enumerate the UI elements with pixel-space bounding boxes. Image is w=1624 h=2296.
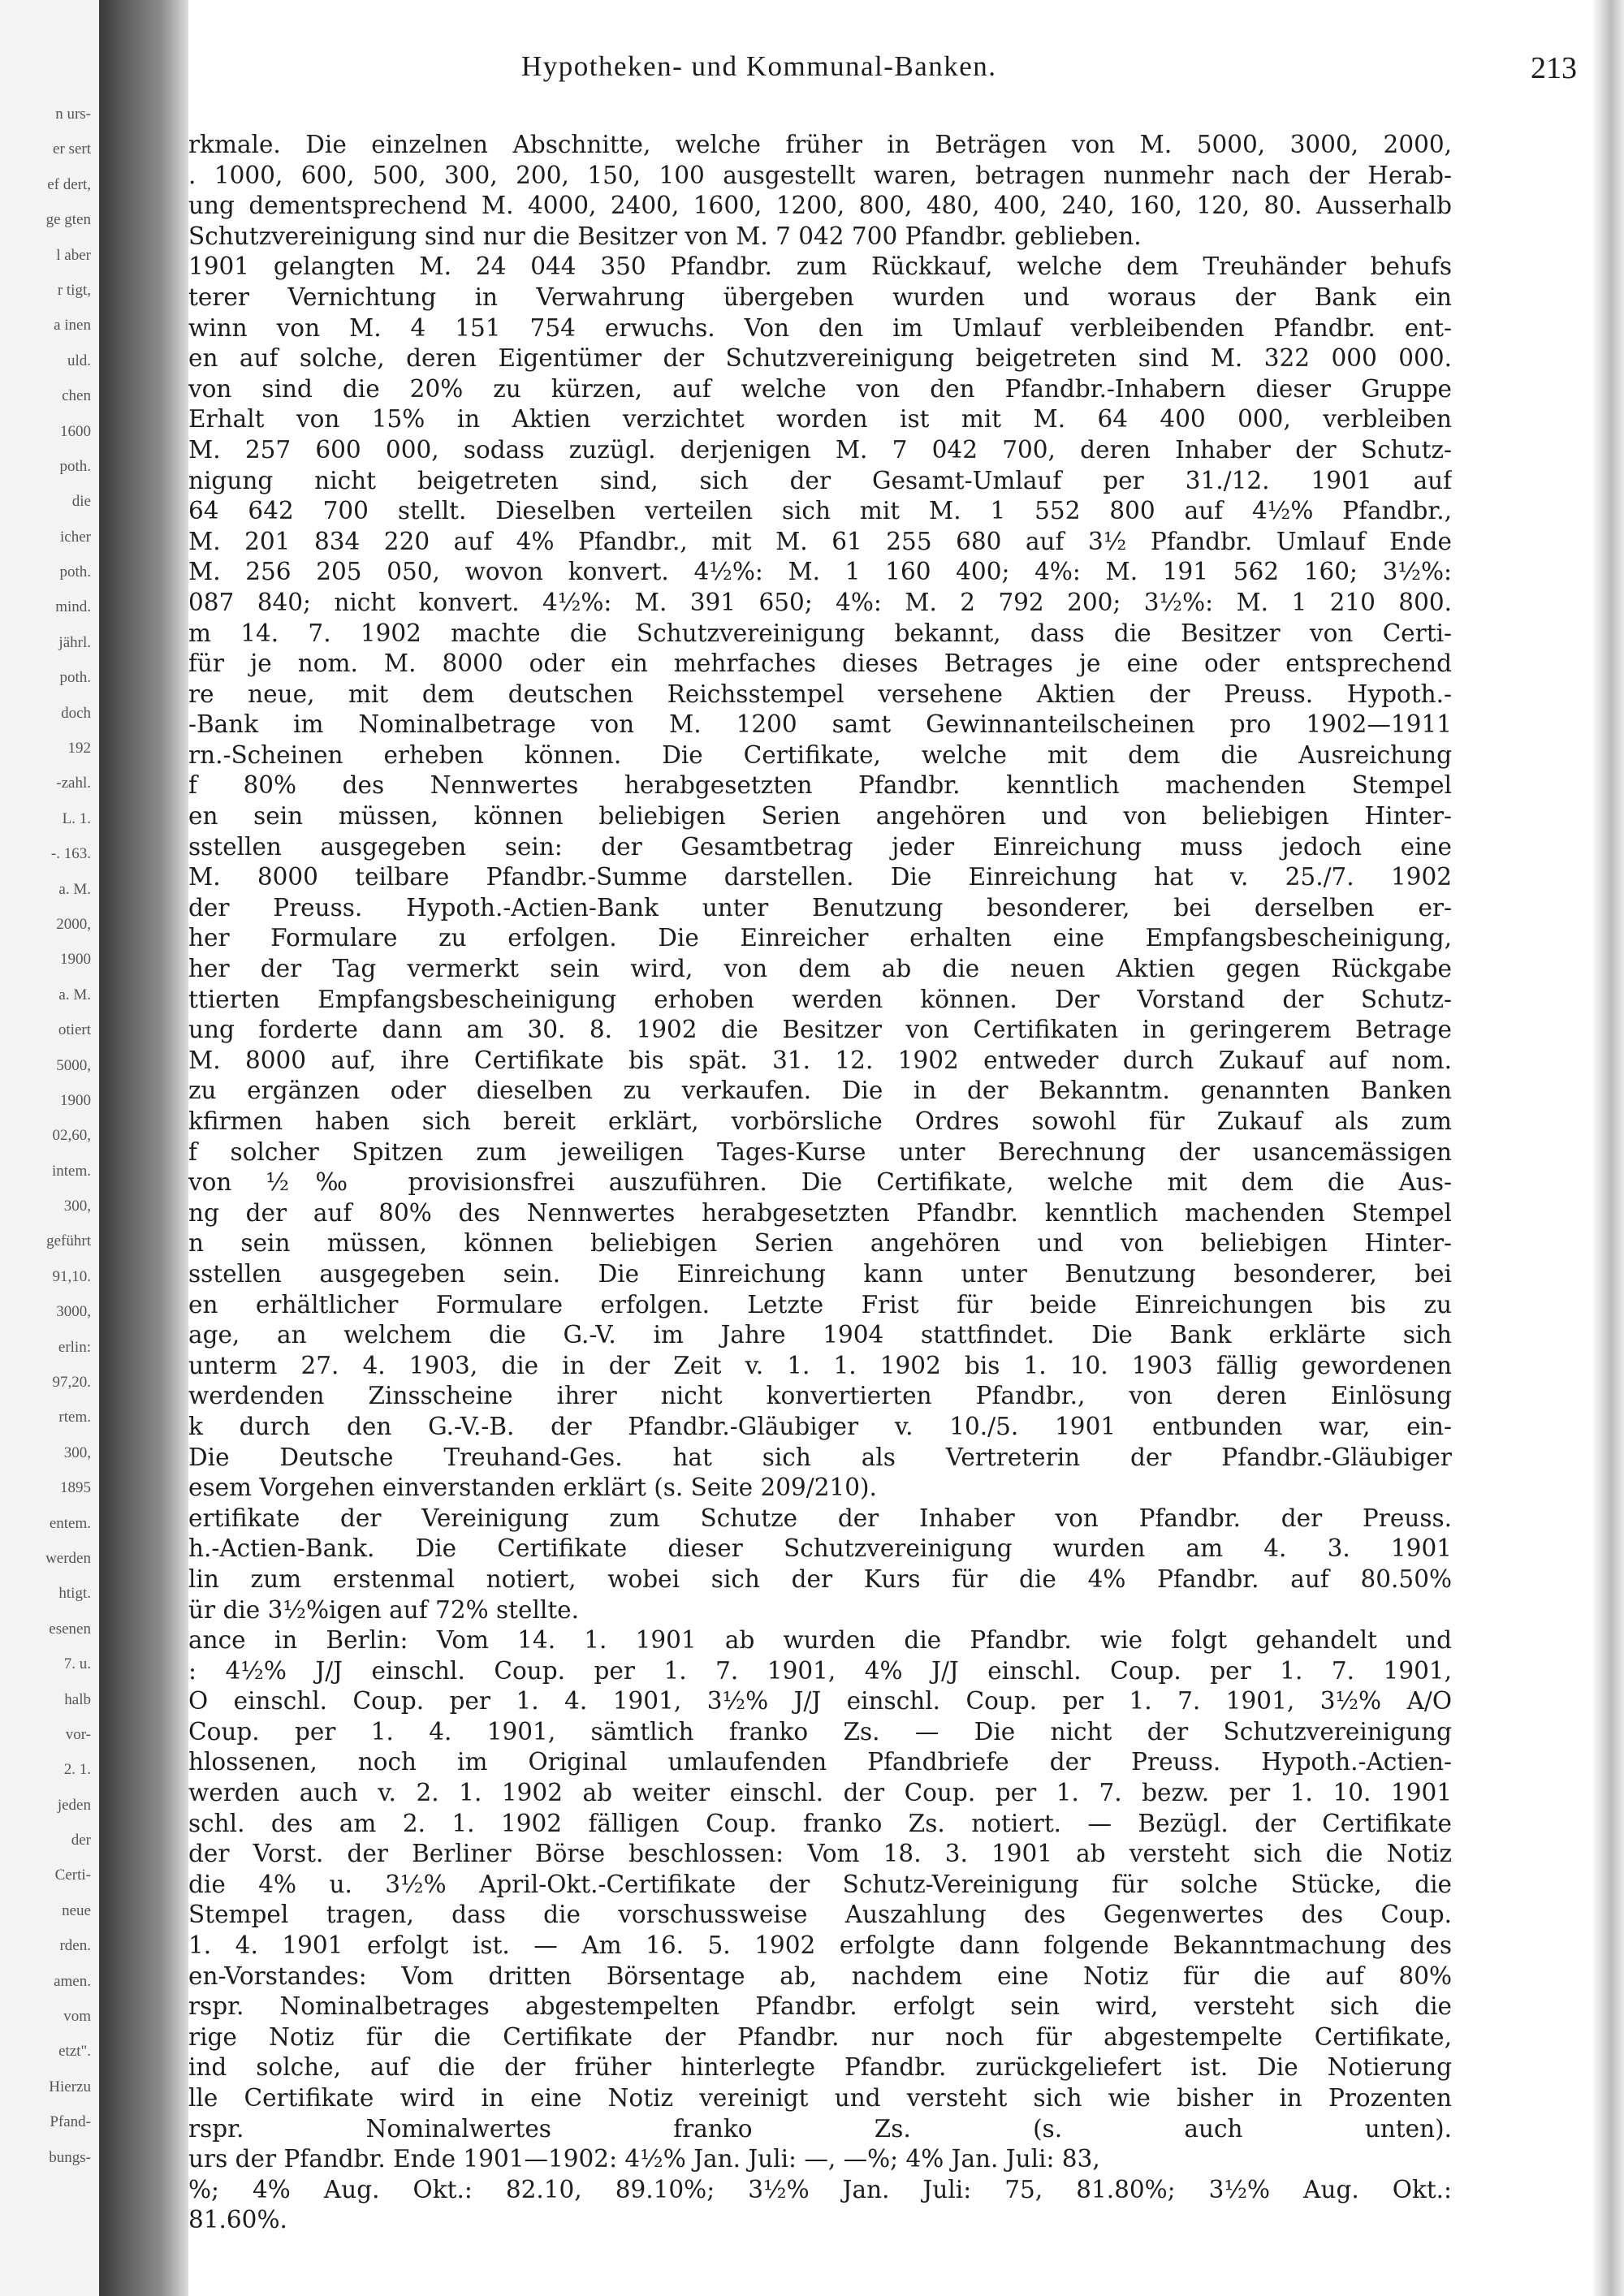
text-line: unterm 27. 4. 1903, die in der Zeit v. 1. 1. 1902 bis 1. 10. 1903 fällig gewordenen xyxy=(188,1351,1452,1379)
text-line: sstellen ausgegeben sein. Die Einreichung kann unter Benutzung besonderer, bei xyxy=(188,1259,1452,1288)
text-line: hlossenen, noch im Original umlaufenden Pfandbriefe der Preuss. Hypoth.-Actien- xyxy=(188,1748,1452,1776)
text-line: en-Vorstandes: Vom dritten Börsentage ab, nachdem eine Notiz für die auf 80% xyxy=(188,1962,1452,1990)
adjacent-page-fragment: chen xyxy=(62,387,91,405)
adjacent-page-fragment: mind. xyxy=(55,598,91,616)
adjacent-page-fragment: l aber xyxy=(56,246,91,264)
text-line: age, an welchem die G.-V. im Jahre 1904 stattfindet. Die Bank erklärte sich xyxy=(188,1321,1452,1349)
text-line: M. 256 205 050, wovon konvert. 4½%: M. 1 160 400; 4%: M. 191 562 160; 3½%: xyxy=(188,558,1452,586)
text-line: urs der Pfandbr. Ende 1901—1902: 4½% Jan. Juli: —, —%; 4% Jan. Juli: 83, xyxy=(188,2145,1100,2173)
book-page xyxy=(188,0,1592,2296)
text-line: ance in Berlin: Vom 14. 1. 1901 ab wurden die Pfandbr. wie folgt gehandelt und xyxy=(188,1626,1452,1655)
page-number: 213 xyxy=(1531,51,1577,85)
text-line: winn von M. 4 151 754 erwuchs. Von den im Umlauf verbleibenden Pfandbr. ent- xyxy=(188,313,1452,342)
text-line: zu ergänzen oder dieselben zu verkaufen. Die in der Bekanntm. genannten Banken xyxy=(188,1077,1452,1105)
text-line: der Vorst. der Berliner Börse beschlossen: Vom 18. 3. 1901 ab versteht sich die Notiz xyxy=(188,1840,1452,1868)
adjacent-page-fragment: otiert xyxy=(58,1021,91,1039)
text-line: ür die 3½%igen auf 72% stellte. xyxy=(188,1595,580,1624)
text-line: rn.-Scheinen erheben können. Die Certifikate, welche mit dem die Ausreichung xyxy=(188,740,1452,769)
adjacent-page-fragment: bungs- xyxy=(49,2148,91,2166)
adjacent-page-fragment: 1900 xyxy=(60,951,91,969)
text-line: terer Vernichtung in Verwahrung übergeben wurden und woraus der Bank ein xyxy=(188,283,1452,311)
text-line: M. 201 834 220 auf 4% Pfandbr., mit M. 61 255 680 auf 3½ Pfandbr. Umlauf Ende xyxy=(188,527,1452,555)
adjacent-page-fragment: -. 163. xyxy=(50,845,91,863)
adjacent-page-fragment: halb xyxy=(64,1690,91,1708)
adjacent-page-fragment: poth. xyxy=(59,457,91,475)
adjacent-page-fragment: 2000, xyxy=(56,915,91,933)
adjacent-page-fragment: 300, xyxy=(63,1444,91,1461)
adjacent-page-fragment: a. M. xyxy=(58,880,91,898)
adjacent-page-fragment: -zahl. xyxy=(56,775,91,792)
text-line: der Preuss. Hypoth.-Actien-Bank unter Benutzung besonderer, bei derselben er- xyxy=(188,893,1452,921)
adjacent-page-fragment: Pfand- xyxy=(50,2113,91,2131)
text-line: %; 4% Aug. Okt.: 82.10, 89.10%; 3½% Jan. Juli: 75, 81.80%; 3½% Aug. Okt.: xyxy=(188,2175,1452,2203)
text-line: werden auch v. 2. 1. 1902 ab weiter einschl. der Coup. per 1. 7. bezw. per 1. 10. 1901 xyxy=(188,1779,1452,1807)
text-line: ttierten Empfangsbescheinigung erhoben werden können. Der Vorstand der Schutz- xyxy=(188,985,1452,1013)
adjacent-page-fragment: uld. xyxy=(67,352,91,369)
adjacent-page-fragment: 192 xyxy=(67,740,91,757)
adjacent-page-fragment: Certi- xyxy=(54,1867,91,1884)
text-line: h.-Actien-Bank. Die Certifikate dieser Schutzvereinigung wurden am 4. 3. 1901 xyxy=(188,1534,1452,1563)
adjacent-page-fragment: poth. xyxy=(59,669,91,687)
adjacent-page-fragment: esenen xyxy=(49,1620,91,1638)
text-line: n sein müssen, können beliebigen Serien angehören und von beliebigen Hinter- xyxy=(188,1229,1452,1258)
text-line: ind solche, auf die der früher hinterlegte Pfandbr. zurückgeliefert ist. Die Notierung xyxy=(188,2053,1452,2082)
text-line: ung forderte dann am 30. 8. 1902 die Besitzer von Certifikaten in geringerem Betrage xyxy=(188,1016,1452,1044)
text-line: her der Tag vermerkt sein wird, von dem ab die neuen Aktien gegen Rückgabe xyxy=(188,955,1452,983)
adjacent-page-fragment: htigt. xyxy=(58,1585,91,1603)
adjacent-page-fragment: 2. 1. xyxy=(63,1761,91,1779)
adjacent-page-fragment: L. 1. xyxy=(62,809,91,827)
text-line: Coup. per 1. 4. 1901, sämtlich franko Zs. — Die nicht der Schutzvereinigung xyxy=(188,1717,1452,1746)
adjacent-page-fragment: poth. xyxy=(59,563,91,581)
adjacent-page-fragment: vor- xyxy=(65,1725,91,1743)
adjacent-page-fragment: jeden xyxy=(57,1796,91,1814)
text-line: m 14. 7. 1902 machte die Schutzvereinigung bekannt, dass die Besitzer von Certi- xyxy=(188,619,1452,647)
text-line: von ½‰ provisionsfrei auszuführen. Die Certifikate, welche mit dem die Aus- xyxy=(188,1168,1452,1197)
adjacent-page-fragment: 91,10. xyxy=(52,1267,91,1285)
text-line: für je nom. M. 8000 oder ein mehrfaches dieses Betrages je eine oder entsprechend xyxy=(188,650,1452,678)
text-line: -Bank im Nominalbetrage von M. 1200 samt Gewinnanteilscheinen pro 1902—1911 xyxy=(188,710,1452,739)
adjacent-page-fragment: neue xyxy=(62,1901,91,1919)
adjacent-page-fragment: 02,60, xyxy=(52,1127,91,1145)
text-line: . 1000, 600, 500, 300, 200, 150, 100 ausgestellt waren, betragen nunmehr nach der Herab- xyxy=(188,161,1452,189)
text-line: en auf solche, deren Eigentümer der Schutzvereinigung beigetreten sind M. 322 000 000. xyxy=(188,344,1452,373)
text-line: 087 840; nicht konvert. 4½%: M. 391 650; 4%: M. 2 792 200; 3½%: M. 1 210 800. xyxy=(188,588,1452,616)
text-line: rspr. Nominalwertes franko Zs. (s. auch unten). xyxy=(188,2114,1452,2143)
text-line: 1901 gelangten M. 24 044 350 Pfandbr. zum Rückkauf, welche dem Treuhänder behufs xyxy=(188,252,1452,281)
adjacent-page-fragment: 3000, xyxy=(56,1303,91,1321)
adjacent-page-fragment: 1600 xyxy=(60,422,91,440)
adjacent-page-fragment: Hierzu xyxy=(49,2078,91,2095)
text-line: nigung nicht beigetreten sind, sich der Gesamt-Umlauf per 31./12. 1901 auf xyxy=(188,466,1452,494)
text-line: f 80% des Nennwertes herabgesetzten Pfandbr. kenntlich machenden Stempel xyxy=(188,771,1452,800)
adjacent-page-fragment: doch xyxy=(61,704,91,722)
adjacent-page-fragment: r tigt, xyxy=(57,281,91,299)
adjacent-page-fragment: die xyxy=(71,493,91,511)
adjacent-page-fragment: intem. xyxy=(51,1162,91,1180)
adjacent-page-fragment: icher xyxy=(60,528,91,546)
adjacent-page-fragment: geführt xyxy=(46,1232,91,1250)
text-line: die 4% u. 3½% April-Okt.-Certifikate der Schutz-Vereinigung für solche Stücke, die xyxy=(188,1870,1452,1898)
text-line: Die Deutsche Treuhand-Ges. hat sich als Vertreterin der Pfandbr.-Gläubiger xyxy=(188,1443,1452,1471)
adjacent-page-fragment: ge gten xyxy=(45,211,91,229)
page-right-edge xyxy=(1592,0,1624,2296)
adjacent-page-fragment: n urs- xyxy=(55,106,91,123)
adjacent-page-fragment: entem. xyxy=(49,1514,91,1532)
adjacent-page-fragment: 1895 xyxy=(60,1479,91,1497)
text-line: ung dementsprechend M. 4000, 2400, 1600, 1200, 800, 480, 400, 240, 160, 120, 80. Ausserhalb xyxy=(188,192,1452,220)
running-head: Hypotheken- und Kommunal-Banken. xyxy=(521,50,997,82)
text-line: en sein müssen, können beliebigen Serien angehören und von beliebigen Hinter- xyxy=(188,802,1452,831)
adjacent-page-fragment: rden. xyxy=(59,1937,91,1955)
adjacent-page-fragment: a inen xyxy=(54,317,91,334)
text-line: M. 8000 auf, ihre Certifikate bis spät. 31. 12. 1902 entweder durch Zukauf auf nom. xyxy=(188,1046,1452,1074)
text-line: von sind die 20% zu kürzen, auf welche von den Pfandbr.-Inhabern dieser Gruppe xyxy=(188,374,1452,403)
text-line: 64 642 700 stellt. Dieselben verteilen sich mit M. 1 552 800 auf 4½% Pfandbr., xyxy=(188,497,1452,525)
adjacent-page-fragment: er sert xyxy=(53,140,91,158)
adjacent-page-fragment: a. M. xyxy=(58,986,91,1003)
text-line: k durch den G.-V.-B. der Pfandbr.-Gläubiger v. 10./5. 1901 entbunden war, ein- xyxy=(188,1412,1452,1440)
text-line: her Formulare zu erfolgen. Die Einreicher erhalten eine Empfangsbescheinigung, xyxy=(188,924,1452,952)
text-line: rspr. Nominalbetrages abgestempelten Pfandbr. erfolgt sein wird, versteht sich die xyxy=(188,1992,1452,2021)
text-line: rige Notiz für die Certifikate der Pfandbr. nur noch für abgestempelte Certifikate, xyxy=(188,2022,1452,2051)
adjacent-page-fragment: ef dert, xyxy=(47,175,91,193)
page-body-text xyxy=(188,130,1452,2236)
adjacent-page-edge xyxy=(0,0,99,2296)
text-line: M. 257 600 000, sodass zuzügl. derjenigen M. 7 042 700, deren Inhaber der Schutz- xyxy=(188,435,1452,464)
adjacent-page-fragment: 5000, xyxy=(56,1056,91,1074)
text-line: Schutzvereinigung sind nur die Besitzer von M. 7 042 700 Pfandbr. geblieben. xyxy=(188,222,1142,250)
text-line: Stempel tragen, dass die vorschussweise Auszahlung des Gegenwertes des Coup. xyxy=(188,1901,1452,1929)
text-line: O einschl. Coup. per 1. 4. 1901, 3½% J/J einschl. Coup. per 1. 7. 1901, 3½% A/O xyxy=(188,1687,1452,1716)
text-line: lle Certifikate wird in eine Notiz vereinigt und versteht sich wie bisher in Prozenten xyxy=(188,2084,1452,2112)
text-line: ertifikate der Vereinigung zum Schutze der Inhaber von Pfandbr. der Preuss. xyxy=(188,1504,1452,1532)
adjacent-page-fragment: jährl. xyxy=(58,633,91,651)
text-line: werdenden Zinsscheine ihrer nicht konvertierten Pfandbr., von deren Einlösung xyxy=(188,1382,1452,1410)
text-line: 1. 4. 1901 erfolgt ist. — Am 16. 5. 1902 erfolgte dann folgende Bekanntmachung des xyxy=(188,1931,1452,1960)
adjacent-page-fragment: rtem. xyxy=(58,1409,91,1426)
text-line: lin zum erstenmal notiert, wobei sich der Kurs für die 4% Pfandbr. auf 80.50% xyxy=(188,1564,1452,1593)
text-line: re neue, mit dem deutschen Reichsstempel versehene Aktien der Preuss. Hypoth.- xyxy=(188,680,1452,708)
text-line: ng der auf 80% des Nennwertes herabgesetzten Pfandbr. kenntlich machenden Stempel xyxy=(188,1198,1452,1227)
text-line: schl. des am 2. 1. 1902 fälligen Coup. franko Zs. notiert. — Bezügl. der Certifikate xyxy=(188,1809,1452,1837)
text-line: M. 8000 teilbare Pfandbr.-Summe darstellen. Die Einreichung hat v. 25./7. 1902 xyxy=(188,863,1452,891)
text-line: rkmale. Die einzelnen Abschnitte, welche früher in Beträgen von M. 5000, 3000, 2000, xyxy=(188,131,1452,158)
page-header xyxy=(188,50,1592,99)
adjacent-page-fragment: vom xyxy=(63,2008,91,2026)
adjacent-page-fragment: amen. xyxy=(54,1972,91,1990)
text-line: Erhalt von 15% in Aktien verzichtet worden ist mit M. 64 400 000, verbleiben xyxy=(188,405,1452,434)
adjacent-page-fragment: werden xyxy=(45,1549,91,1567)
adjacent-page-fragment: 300, xyxy=(63,1198,91,1215)
adjacent-page-fragment: 97,20. xyxy=(52,1374,91,1392)
adjacent-page-fragment: 1900 xyxy=(60,1091,91,1109)
text-line: : 4½% J/J einschl. Coup. per 1. 7. 1901, 4% J/J einschl. Coup. per 1. 7. 1901, xyxy=(188,1656,1452,1685)
text-line: en erhältlicher Formulare erfolgen. Letzte Frist für beide Einreichungen bis zu xyxy=(188,1290,1452,1318)
adjacent-page-fragment: erlin: xyxy=(58,1338,91,1356)
adjacent-page-fragment: 7. u. xyxy=(63,1655,91,1673)
book-gutter xyxy=(99,0,188,2296)
text-line: 81.60%. xyxy=(188,2206,287,2234)
adjacent-page-fragment: etzt". xyxy=(58,2043,91,2061)
text-line: esem Vorgehen einverstanden erklärt (s. Seite 209/210). xyxy=(188,1474,877,1502)
text-line: kfirmen haben sich bereit erklärt, vorbörsliche Ordres sowohl für Zukauf als zum xyxy=(188,1107,1452,1135)
text-line: f solcher Spitzen zum jeweiligen Tages-Kurse unter Berechnung der usancemässigen xyxy=(188,1137,1452,1166)
adjacent-page-fragment: der xyxy=(71,1832,91,1849)
text-line: sstellen ausgegeben sein: der Gesamtbetrag jeder Einreichung muss jedoch eine xyxy=(188,832,1452,861)
